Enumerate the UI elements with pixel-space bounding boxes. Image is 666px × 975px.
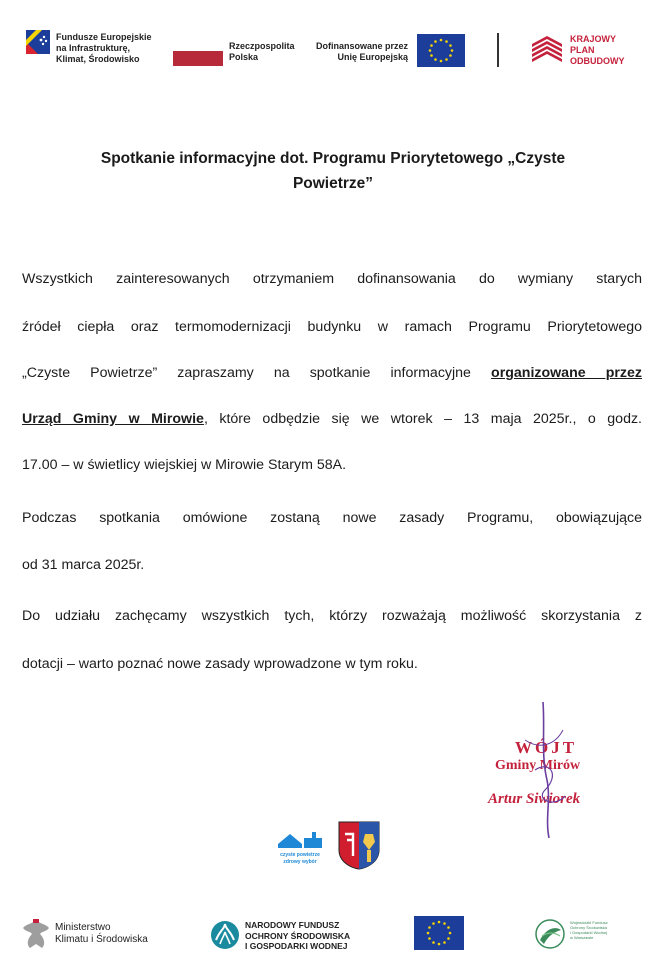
wfosigw-logo-icon (534, 918, 566, 950)
wf-logo-line-4: w Warszawie (570, 935, 594, 940)
handwritten-signature (505, 700, 585, 840)
stamp-title: WÓJT (515, 738, 578, 757)
para1-line-4 (22, 406, 642, 432)
krajowy-plan-odbudowy-logo-text (570, 34, 625, 67)
nf-logo-line-1: NARODOWY FUNDUSZ (245, 920, 340, 930)
encouragement-paragraph (22, 603, 642, 677)
nf-logo-line-3: I GOSPODARKI WODNEJ (245, 941, 348, 951)
nfosigw-logo-icon (210, 920, 240, 950)
polish-flag-icon (173, 51, 223, 66)
para1-line-3-text: „Czyste Powietrze” zapraszamy na spotkanie informacyjne (22, 365, 492, 381)
stamp-name: Artur Siwiorek (488, 791, 581, 807)
header-divider (497, 33, 499, 67)
wf-logo-line-1: Wojewódzki Fundusz (570, 920, 608, 925)
para1-line-5: 17.00 – w świetlicy wiejskiej w Mirowie Starym 58A. (22, 457, 347, 473)
nf-logo-line-2: OCHRONY ŚRODOWISKA (245, 930, 351, 941)
wf-logo-line-3: i Gospodarki Wodnej (570, 930, 608, 935)
gmina-mirow-coat-of-arms-icon (337, 820, 381, 870)
ue-logo-line-2: Unię Europejską (337, 52, 409, 62)
document-title (40, 146, 626, 196)
organizer-highlight-2: Urząd Gminy w Mirowie (22, 411, 204, 427)
fe-logo-line-3: Klimat, Środowisko (56, 54, 140, 64)
stamp-office: Gminy Mirów (495, 758, 581, 773)
rzeczpospolita-polska-logo-text (229, 41, 295, 63)
title-line-2: Powietrze” (292, 175, 374, 192)
mkis-logo-line-1: Ministerstwo (55, 922, 111, 933)
organizer-highlight-1: organizowane przez (491, 365, 642, 381)
svg-text:zdrowy wybór: zdrowy wybór (283, 859, 317, 865)
nfosigw-logo-text (245, 920, 350, 952)
para1-line-2: źródeł ciepła oraz termomodernizacji budynku w ramach Programu Priorytetowego (22, 319, 642, 335)
pl-logo-line-1: Rzeczpospolita (229, 41, 295, 51)
para3-line-1: Do udziału zachęcamy wszystkich tych, którzy rozważają możliwość skorzystania z (22, 608, 642, 624)
kpo-logo-line-1: KRAJOWY (570, 34, 617, 44)
invitation-paragraph (22, 266, 642, 478)
eu-funding-logo-text (316, 41, 408, 63)
para1-line-4-text: , które odbędzie się we wtorek – 13 maja 2025r., o godz. (203, 411, 642, 427)
title-line-1: Spotkanie informacyjne dot. Programu Priorytetowego „Czyste (100, 150, 566, 167)
svg-text:czyste powietrze: czyste powietrze (280, 852, 320, 858)
para3-line-2: dotacji – warto poznać nowe zasady wprowadzone w tym roku. (22, 656, 418, 672)
ue-logo-line-1: Dofinansowane przez (316, 41, 409, 51)
eu-flag-footer-icon (414, 916, 464, 950)
ministerstwo-klimatu-logo-text (55, 922, 148, 946)
mkis-logo-line-2: Klimatu i Środowiska (55, 934, 148, 945)
czyste-powietrze-logo-icon (272, 828, 328, 868)
wf-logo-line-2: Ochrony Środowiska (570, 925, 607, 930)
wfosigw-logo-text (570, 920, 608, 940)
kpo-logo-line-2: PLAN (570, 45, 595, 55)
fe-logo-line-2: na Infrastrukturę, (56, 43, 131, 53)
para1-line-1: Wszystkich zainteresowanych otrzymaniem dofinansowania do wymiany starych (22, 271, 642, 287)
eu-flag-icon (417, 34, 465, 67)
pl-logo-line-2: Polska (229, 52, 259, 62)
fundusze-europejskie-logo-text (56, 32, 152, 65)
program-rules-paragraph (22, 505, 642, 578)
eagle-emblem-icon (20, 918, 52, 952)
para2-line-1: Podczas spotkania omówione zostaną nowe zasady Programu, obowiązujące (22, 510, 642, 526)
para1-line-3 (22, 360, 642, 386)
krajowy-plan-odbudowy-logo-icon (532, 34, 562, 64)
fe-logo-line-1: Fundusze Europejskie (56, 32, 152, 42)
fundusze-europejskie-logo-icon (26, 30, 50, 54)
para2-line-2: od 31 marca 2025r. (22, 557, 145, 573)
kpo-logo-line-3: ODBUDOWY (570, 56, 625, 66)
